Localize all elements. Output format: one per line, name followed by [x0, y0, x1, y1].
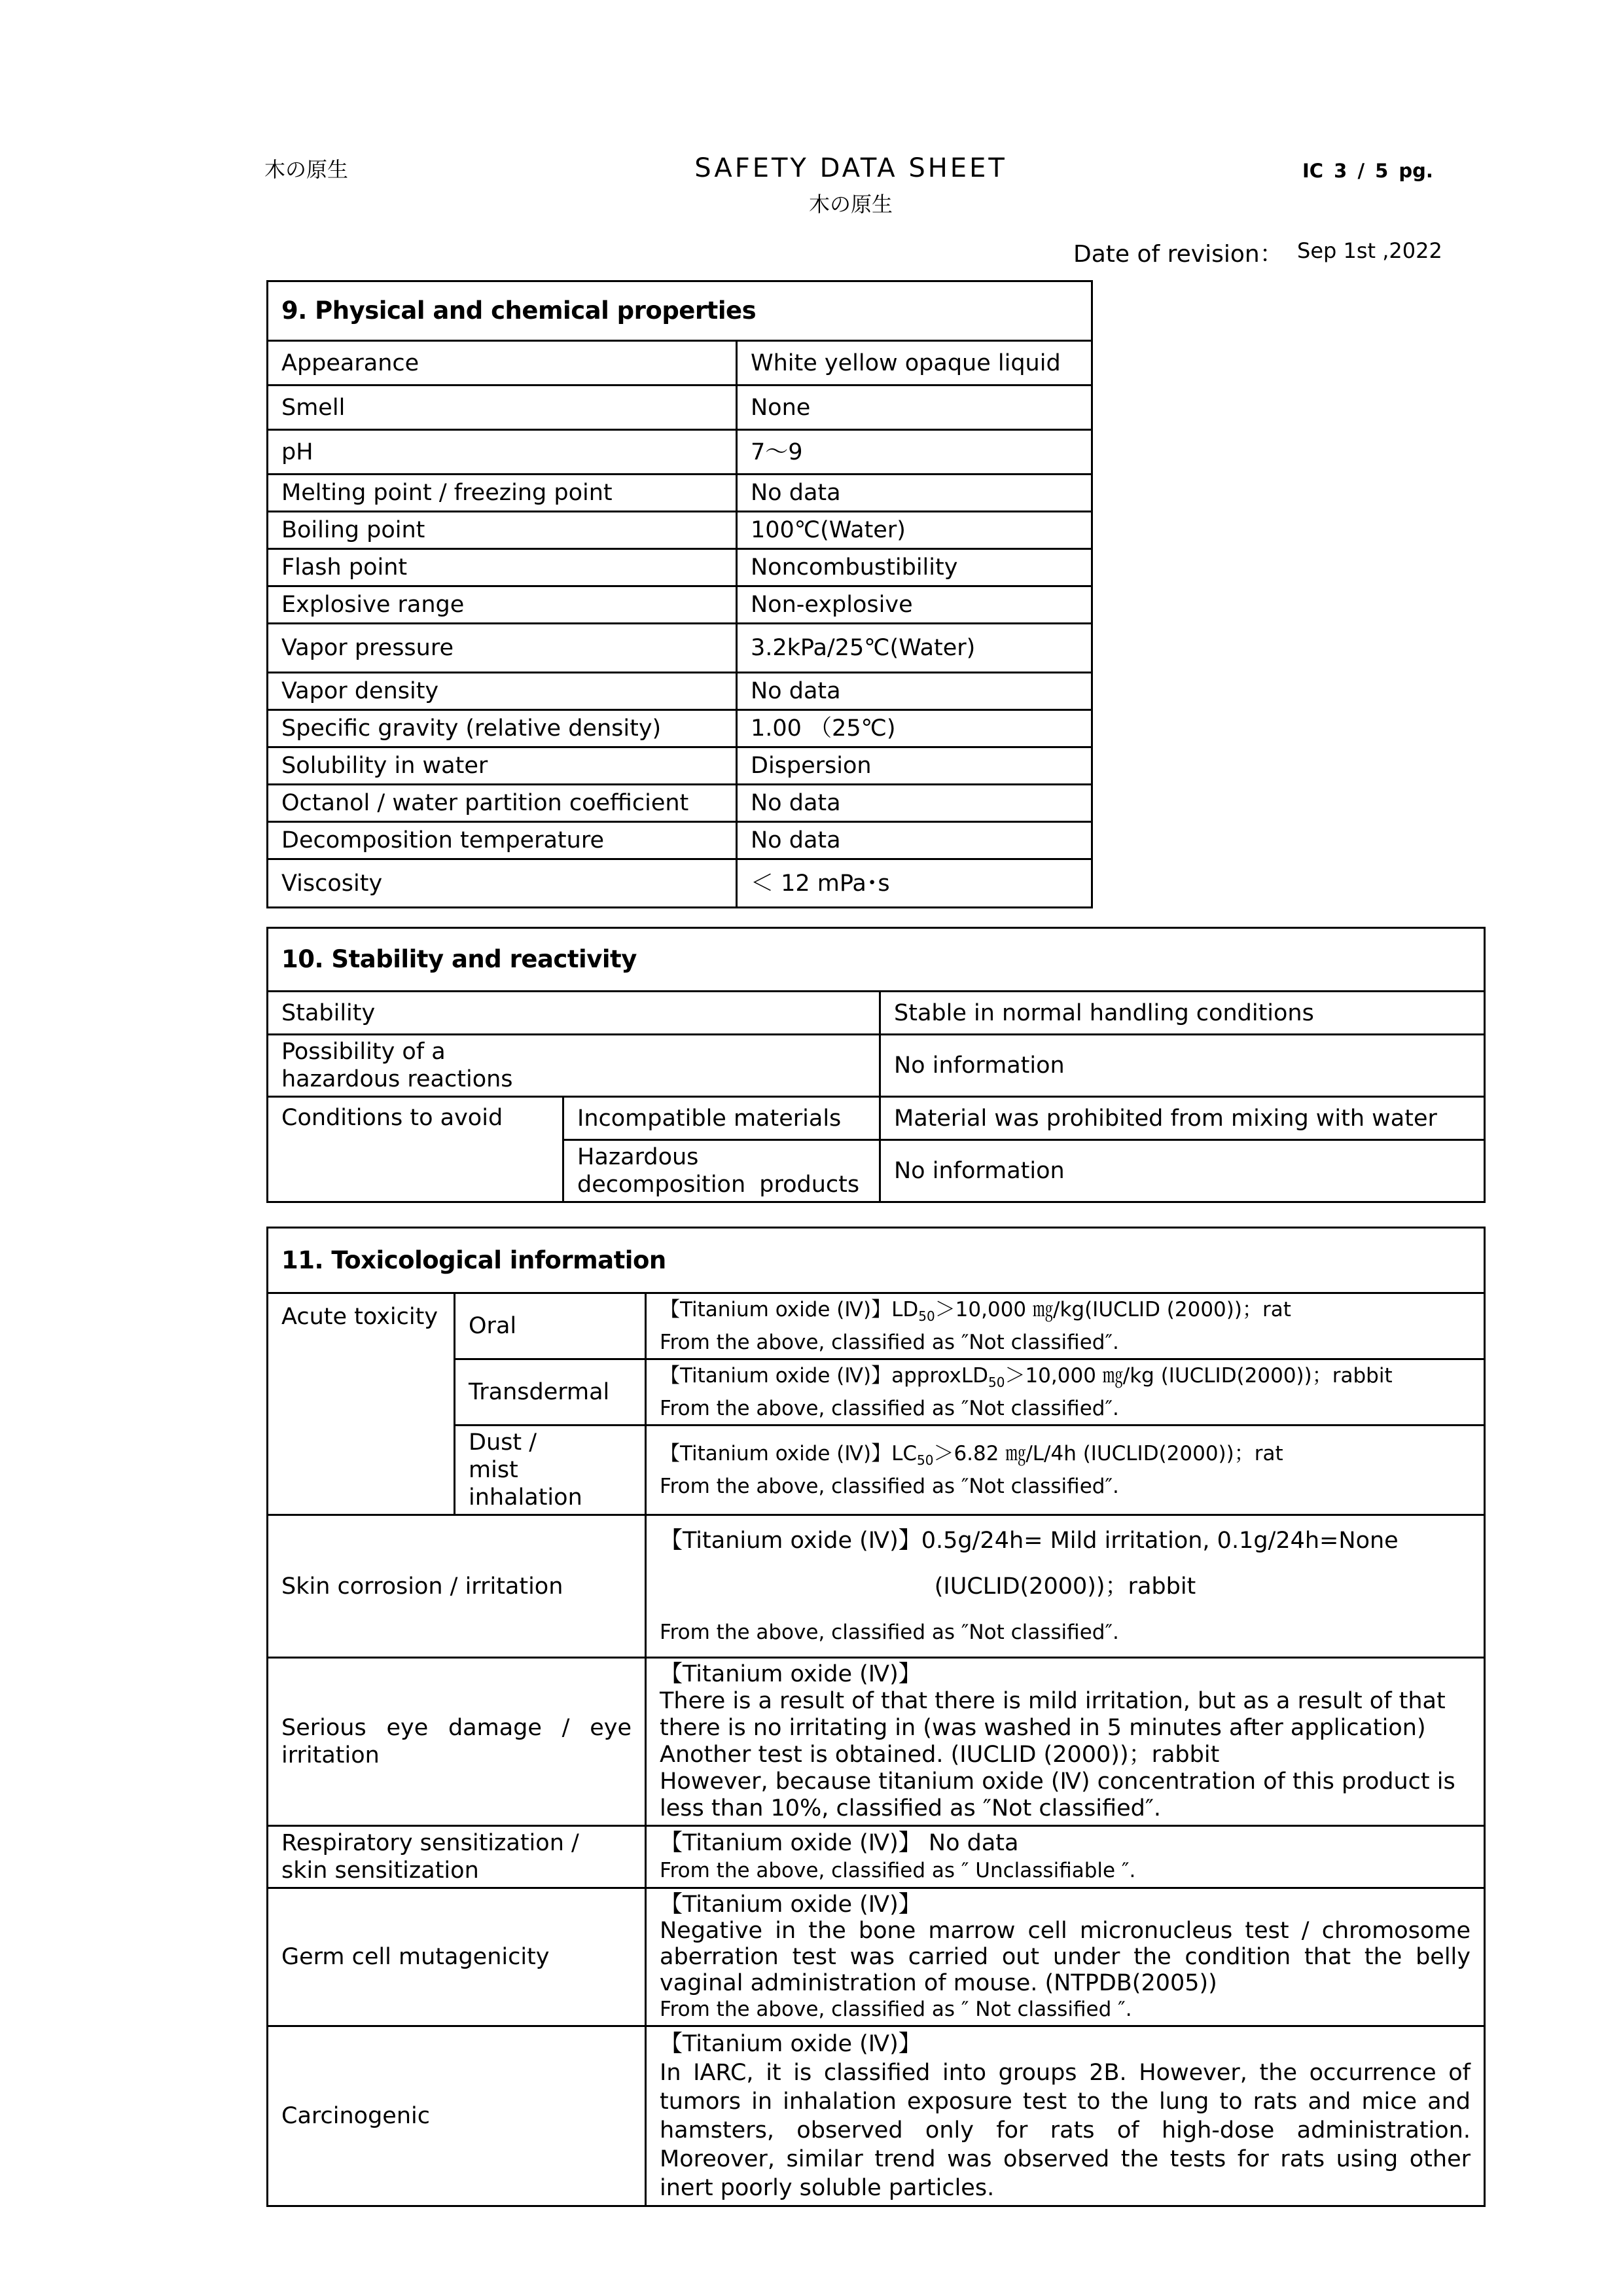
table-row — [268, 1658, 1485, 1826]
revision-date: Sep 1st ,2022 — [1297, 238, 1442, 263]
transdermal-value: 【Titanium oxide (Ⅳ)】approxLD$_{50}$＞10,000 ㎎/kg (IUCLID(2000))；rabbit From the above, classified as ″Not classified″. — [646, 1359, 1485, 1426]
incompatible-label: Incompatible materials — [563, 1097, 880, 1140]
table-row — [268, 1035, 1485, 1097]
table-row — [268, 1826, 1485, 1888]
property-value: 3.2kPa/25℃(Water) — [737, 624, 1092, 673]
property-value: Dispersion — [737, 747, 1092, 785]
transdermal-label: Transdermal — [455, 1359, 646, 1426]
table-row — [268, 859, 1092, 908]
table-row — [268, 1097, 1485, 1140]
hazard-label: Possibility of a hazardous reactions — [268, 1035, 880, 1097]
stability-value: Stable in normal handling conditions — [880, 992, 1485, 1035]
property-value: Noncombustibility — [737, 549, 1092, 586]
carcinogenic-value: 【Titanium oxide (Ⅳ)】 In IARC, it is classified into groups 2B. However, the occurrence of tumors in inhalation exposure test to the lung to rats and mice and hamsters, observed only for rats of high-dose administration. Moreover, similar trend was observed the tests for rats using other inert poorly soluble particles. — [646, 2026, 1485, 2206]
property-value: 1.00 （25℃) — [737, 710, 1092, 747]
property-label: Vapor pressure — [268, 624, 737, 673]
incompatible-value: Material was prohibited from mixing with water — [880, 1097, 1485, 1140]
stability-label: Stability — [268, 992, 880, 1035]
section-10-heading: 10. Stability and reactivity — [268, 928, 1485, 992]
property-label: Specific gravity (relative density) — [268, 710, 737, 747]
decomposition-value: No information — [880, 1140, 1485, 1202]
property-value: No data — [737, 785, 1092, 822]
skin-corrosion-label: Skin corrosion / irritation — [268, 1515, 646, 1658]
section-11-table — [266, 1227, 1486, 2207]
table-row — [268, 822, 1092, 859]
table-row — [268, 2026, 1485, 2206]
section-9-heading: 9. Physical and chemical properties — [268, 281, 1092, 341]
hazard-value: No information — [880, 1035, 1485, 1097]
section-10-table — [266, 927, 1486, 1203]
table-row — [268, 710, 1092, 747]
dust-inhalation-label: Dust / mist inhalation — [455, 1426, 646, 1515]
table-row — [268, 747, 1092, 785]
header-brand: 木の原生 — [264, 157, 349, 182]
acute-toxicity-label: Acute toxicity — [268, 1293, 455, 1515]
property-label: Smell — [268, 386, 737, 430]
table-row — [268, 624, 1092, 673]
page-number: IC 3 / 5 pg. — [1302, 160, 1433, 182]
property-label: Boiling point — [268, 512, 737, 549]
oral-value: 【Titanium oxide (Ⅳ)】$LD_{50}>10,000$ ㎎/kg(IUCLID (2000))；rat From the above, classified as ″Not classified″. — [646, 1293, 1485, 1359]
table-row — [268, 586, 1092, 624]
respiratory-sensitization-value: 【Titanium oxide (Ⅳ)】 No data From the above, classified as ″ Unclassifiable ″. — [646, 1826, 1485, 1888]
germ-cell-label: Germ cell mutagenicity — [268, 1888, 646, 2026]
document-subtitle: 木の原生 — [808, 192, 893, 217]
property-label: Decomposition temperature — [268, 822, 737, 859]
property-value: No data — [737, 673, 1092, 710]
property-value: ＜ 12 mPa･s — [737, 859, 1092, 908]
property-label: pH — [268, 430, 737, 475]
table-row — [268, 341, 1092, 386]
property-label: Appearance — [268, 341, 737, 386]
table-row — [268, 785, 1092, 822]
table-row — [268, 992, 1485, 1035]
property-label: Vapor density — [268, 673, 737, 710]
table-row — [268, 386, 1092, 430]
oral-label: Oral — [455, 1293, 646, 1359]
respiratory-sensitization-label: Respiratory sensitization / skin sensitization — [268, 1826, 646, 1888]
conditions-label: Conditions to avoid — [268, 1097, 563, 1202]
table-row — [268, 512, 1092, 549]
property-label: Melting point / freezing point — [268, 475, 737, 512]
table-row — [268, 1515, 1485, 1658]
germ-cell-value: 【Titanium oxide (Ⅳ)】 Negative in the bone marrow cell micronucleus test / chromosome aberration test was carried out under the condition that the belly vaginal administration of mouse. (NTPDB(2005)) From the above, classified as ″ Not classified ″. — [646, 1888, 1485, 2026]
property-label: Solubility in water — [268, 747, 737, 785]
table-row — [268, 549, 1092, 586]
decomposition-label: Hazardous decomposition products — [563, 1140, 880, 1202]
section-11-heading: 11. Toxicological information — [268, 1228, 1485, 1293]
property-value: No data — [737, 475, 1092, 512]
table-row — [268, 430, 1092, 475]
table-row — [268, 1888, 1485, 2026]
document-title: SAFETY DATA SHEET — [694, 153, 1007, 183]
property-value: White yellow opaque liquid — [737, 341, 1092, 386]
eye-damage-value: 【Titanium oxide (Ⅳ)】 There is a result of that there is mild irritation, but as a result of that there is no irritating in (was washed in 5 minutes after application) Another test is obtained. (IUCLID (2000))；rabbit However, because titanium oxide (Ⅳ) concentration of this product is less than 10%, classified as ″Not classified″. — [646, 1658, 1485, 1826]
carcinogenic-label: Carcinogenic — [268, 2026, 646, 2206]
property-value: 7～9 — [737, 430, 1092, 475]
property-value: None — [737, 386, 1092, 430]
eye-damage-label: Serious eye damage / eye irritation — [268, 1658, 646, 1826]
dust-inhalation-value: 【Titanium oxide (Ⅳ)】$LC_{50}>6.82$ ㎎/L/4h (IUCLID(2000))；rat From the above, classified as ″Not classified″. — [646, 1426, 1485, 1515]
property-value: Non-explosive — [737, 586, 1092, 624]
property-value: 100℃(Water) — [737, 512, 1092, 549]
table-row — [268, 1293, 1485, 1359]
table-row — [268, 475, 1092, 512]
property-label: Viscosity — [268, 859, 737, 908]
table-row — [268, 673, 1092, 710]
property-label: Explosive range — [268, 586, 737, 624]
property-value: No data — [737, 822, 1092, 859]
skin-corrosion-value: 【Titanium oxide (Ⅳ)】0.5g/24h= Mild irritation, 0.1g/24h=None (IUCLID(2000))；rabbit From the above, classified as ″Not classified″. — [646, 1515, 1485, 1658]
revision-label: Date of revision： — [1073, 241, 1283, 268]
property-label: Octanol / water partition coefficient — [268, 785, 737, 822]
property-label: Flash point — [268, 549, 737, 586]
section-9-table — [266, 280, 1093, 908]
